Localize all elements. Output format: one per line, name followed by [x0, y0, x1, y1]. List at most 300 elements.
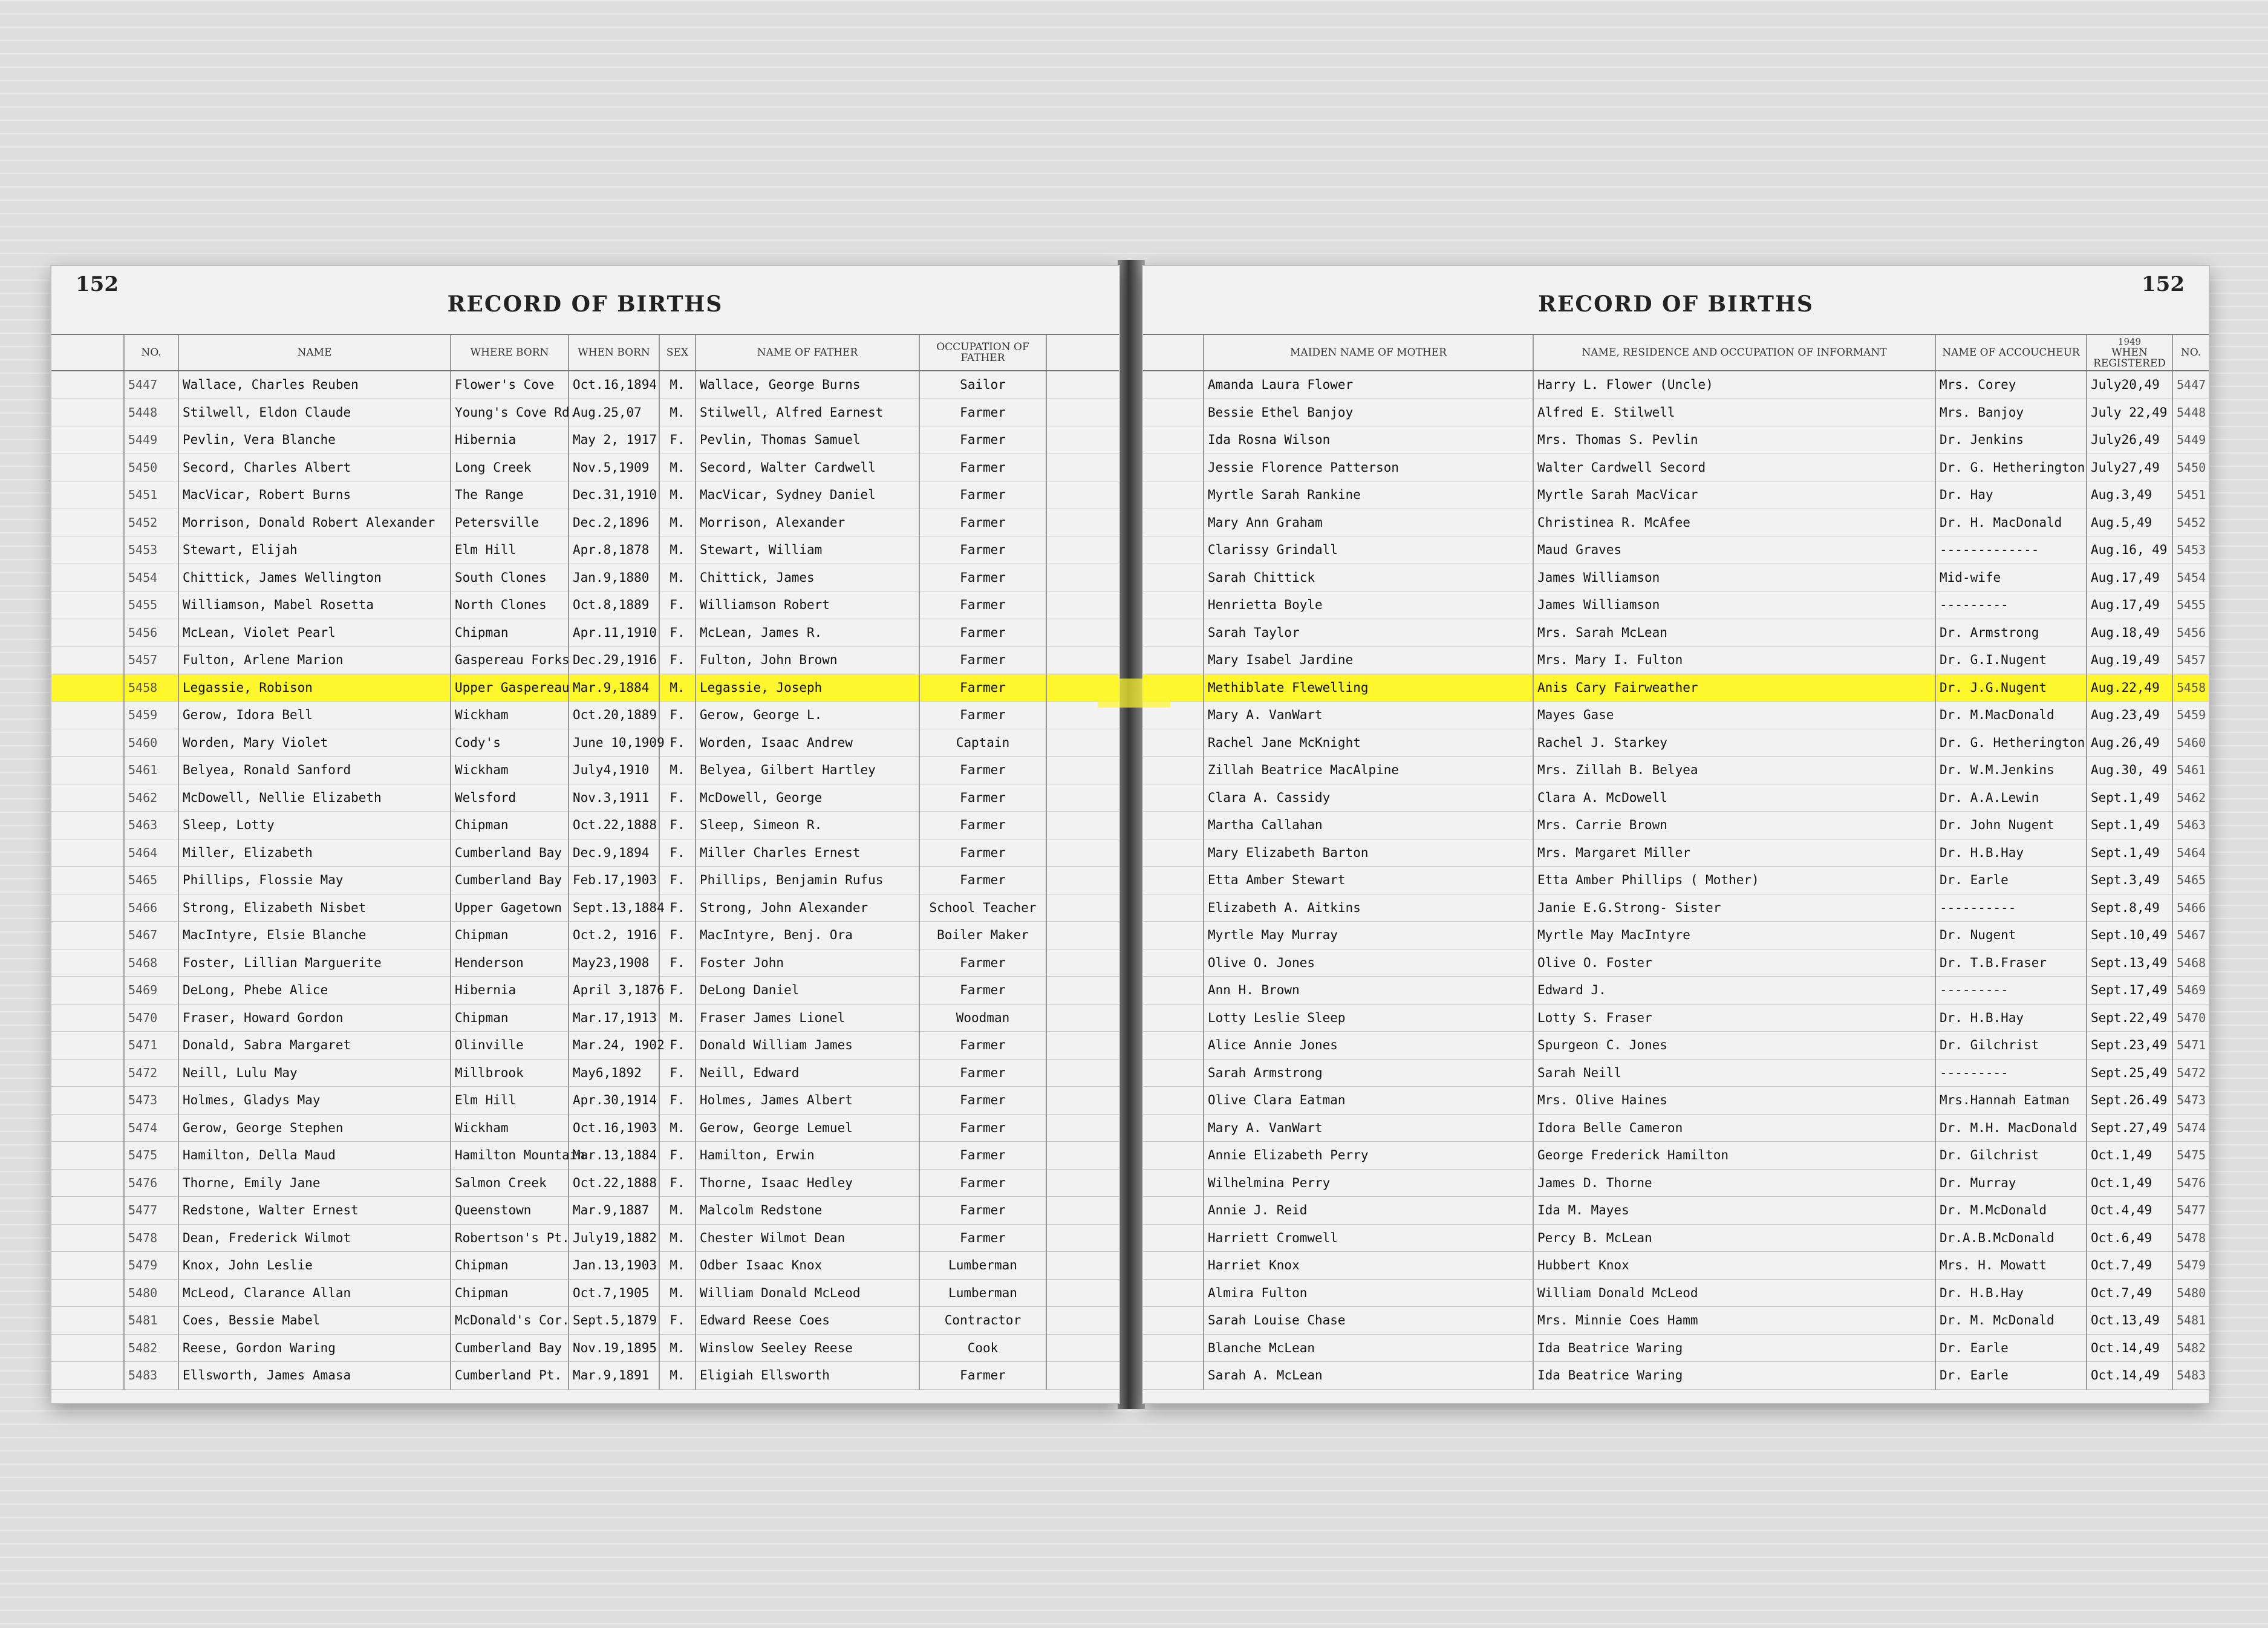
father-occupation: Farmer: [919, 509, 1046, 536]
mother-maiden-name: Harriett Cromwell: [1204, 1224, 1533, 1252]
margin-cell: [1143, 812, 1204, 839]
mother-maiden-name: Elizabeth A. Aitkins: [1204, 894, 1533, 922]
mother-maiden-name: Almira Fulton: [1204, 1279, 1533, 1307]
sex: F.: [659, 426, 696, 454]
informant: Mayes Gase: [1533, 702, 1935, 729]
sex: M.: [659, 371, 696, 399]
margin-cell: [51, 702, 124, 729]
when-born: Mar.17,1913: [569, 1004, 659, 1032]
record-number: 5473: [124, 1087, 178, 1115]
record-number-right: 5476: [2172, 1169, 2209, 1197]
where-born: The Range: [451, 481, 569, 509]
record-number-right: 5467: [2172, 922, 2209, 949]
table-row: [51, 1142, 1119, 1170]
margin-cell: [1143, 1334, 1204, 1362]
mother-maiden-name: Martha Callahan: [1204, 812, 1533, 839]
margin-cell: [1143, 481, 1204, 509]
record-number: 5474: [124, 1114, 178, 1142]
table-row: [1143, 1059, 2209, 1087]
sex: F.: [659, 977, 696, 1004]
table-row: [51, 1169, 1119, 1197]
father-occupation: Farmer: [919, 977, 1046, 1004]
child-name: Thorne, Emily Jane: [178, 1169, 451, 1197]
when-born: Nov.5,1909: [569, 454, 659, 481]
header-row-left: [51, 334, 1119, 371]
margin-cell: [51, 1252, 124, 1280]
when-registered: Oct.4,49: [2087, 1197, 2172, 1225]
table-row: [1143, 812, 2209, 839]
when-registered: Sept.8,49: [2087, 894, 2172, 922]
accoucheur: ---------: [1935, 1059, 2087, 1087]
when-born: Apr.11,1910: [569, 619, 659, 646]
table-row: [51, 454, 1119, 481]
sex: F.: [659, 1169, 696, 1197]
margin-cell: [1143, 977, 1204, 1004]
informant: Lotty S. Fraser: [1533, 1004, 1935, 1032]
child-name: Pevlin, Vera Blanche: [178, 426, 451, 454]
sex: F.: [659, 1087, 696, 1115]
father-occupation: Farmer: [919, 426, 1046, 454]
accoucheur: Dr. H. MacDonald: [1935, 509, 2087, 536]
when-born: Mar.9,1884: [569, 674, 659, 702]
child-name: Coes, Bessie Mabel: [178, 1307, 451, 1335]
table-row: [1143, 757, 2209, 784]
margin-cell: [1046, 1142, 1119, 1170]
sex: F.: [659, 1032, 696, 1060]
table-row: [1143, 922, 2209, 949]
col-header-sex: SEX: [659, 334, 696, 371]
mother-maiden-name: Amanda Laura Flower: [1204, 371, 1533, 399]
child-name: Foster, Lillian Marguerite: [178, 949, 451, 977]
mother-maiden-name: Clarissy Grindall: [1204, 536, 1533, 564]
births-table-right: [1143, 334, 2209, 1390]
accoucheur: ----------: [1935, 894, 2087, 922]
record-number-right: 5470: [2172, 1004, 2209, 1032]
father-name: Thorne, Isaac Hedley: [696, 1169, 919, 1197]
father-occupation: Farmer: [919, 564, 1046, 591]
father-occupation: Farmer: [919, 619, 1046, 646]
accoucheur: Dr. H.B.Hay: [1935, 1004, 2087, 1032]
margin-cell: [51, 1362, 124, 1390]
margin-cell: [51, 1114, 124, 1142]
informant: William Donald McLeod: [1533, 1279, 1935, 1307]
informant: Mrs. Sarah McLean: [1533, 619, 1935, 646]
sex: F.: [659, 591, 696, 619]
informant: Rachel J. Starkey: [1533, 729, 1935, 757]
informant: Mrs. Minnie Coes Hamm: [1533, 1307, 1935, 1335]
when-born: Oct.22,1888: [569, 812, 659, 839]
record-number-right: 5452: [2172, 509, 2209, 536]
father-occupation: Farmer: [919, 454, 1046, 481]
table-row: [51, 1087, 1119, 1115]
mother-maiden-name: Etta Amber Stewart: [1204, 867, 1533, 894]
births-table-left: [51, 334, 1119, 1390]
highlight-band-gutter: [1098, 679, 1170, 708]
father-occupation: Farmer: [919, 1169, 1046, 1197]
accoucheur: Dr. J.G.Nugent: [1935, 674, 2087, 702]
margin-cell: [1046, 536, 1119, 564]
sex: M.: [659, 481, 696, 509]
record-number-right: 5453: [2172, 536, 2209, 564]
sex: F.: [659, 867, 696, 894]
margin-cell: [1143, 399, 1204, 426]
table-row: [51, 839, 1119, 867]
book-spine: [1118, 260, 1145, 1409]
table-row: [51, 1252, 1119, 1280]
record-number-right: 5456: [2172, 619, 2209, 646]
when-registered: Oct.14,49: [2087, 1334, 2172, 1362]
informant: Ida Beatrice Waring: [1533, 1334, 1935, 1362]
margin-cell: [1143, 1004, 1204, 1032]
record-number-right: 5482: [2172, 1334, 2209, 1362]
mother-maiden-name: Sarah Chittick: [1204, 564, 1533, 591]
accoucheur: Dr. John Nugent: [1935, 812, 2087, 839]
sex: F.: [659, 729, 696, 757]
table-row: [51, 1307, 1119, 1335]
mother-maiden-name: Mary Isabel Jardine: [1204, 646, 1533, 674]
table-row: [1143, 839, 2209, 867]
when-registered: Oct.1,49: [2087, 1169, 2172, 1197]
record-number: 5447: [124, 371, 178, 399]
father-occupation: Captain: [919, 729, 1046, 757]
informant: Mrs. Thomas S. Pevlin: [1533, 426, 1935, 454]
when-registered: Sept.1,49: [2087, 784, 2172, 812]
table-row: [51, 729, 1119, 757]
when-registered: July27,49: [2087, 454, 2172, 481]
record-number: 5454: [124, 564, 178, 591]
table-row: [51, 399, 1119, 426]
where-born: Petersville: [451, 509, 569, 536]
record-number: 5448: [124, 399, 178, 426]
father-occupation: Farmer: [919, 1059, 1046, 1087]
record-number-right: 5454: [2172, 564, 2209, 591]
when-born: May 2, 1917: [569, 426, 659, 454]
table-row: [1143, 454, 2209, 481]
sex: M.: [659, 454, 696, 481]
when-registered: Aug.22,49: [2087, 674, 2172, 702]
father-occupation: Farmer: [919, 1142, 1046, 1170]
col-header-where-born: WHERE BORN: [451, 334, 569, 371]
father-name: Holmes, James Albert: [696, 1087, 919, 1115]
margin-cell: [51, 591, 124, 619]
col-header-when-born: WHEN BORN: [569, 334, 659, 371]
when-registered: Aug.3,49: [2087, 481, 2172, 509]
record-number: 5467: [124, 922, 178, 949]
where-born: McDonald's Cor.: [451, 1307, 569, 1335]
child-name: Reese, Gordon Waring: [178, 1334, 451, 1362]
margin-cell: [1143, 426, 1204, 454]
mother-maiden-name: Clara A. Cassidy: [1204, 784, 1533, 812]
margin-cell: [51, 646, 124, 674]
table-row: [51, 1334, 1119, 1362]
father-name: Stewart, William: [696, 536, 919, 564]
margin-cell: [1046, 784, 1119, 812]
informant: Clara A. McDowell: [1533, 784, 1935, 812]
accoucheur: Dr. G.I.Nugent: [1935, 646, 2087, 674]
record-number-right: 5466: [2172, 894, 2209, 922]
right-page: [1143, 266, 2209, 1403]
margin-cell: [1046, 729, 1119, 757]
father-name: William Donald McLeod: [696, 1279, 919, 1307]
mother-maiden-name: Annie J. Reid: [1204, 1197, 1533, 1225]
when-born: Oct.8,1889: [569, 591, 659, 619]
sex: M.: [659, 1252, 696, 1280]
margin-cell: [51, 564, 124, 591]
where-born: North Clones: [451, 591, 569, 619]
accoucheur: Dr. G. Hetherington: [1935, 454, 2087, 481]
father-name: McLean, James R.: [696, 619, 919, 646]
father-name: Winslow Seeley Reese: [696, 1334, 919, 1362]
sex: F.: [659, 619, 696, 646]
when-born: Feb.17,1903: [569, 867, 659, 894]
table-row: [1143, 1252, 2209, 1280]
sex: M.: [659, 757, 696, 784]
margin-cell: [1046, 1197, 1119, 1225]
table-row: [1143, 674, 2209, 702]
accoucheur: Dr. Earle: [1935, 1334, 2087, 1362]
margin-cell: [51, 371, 124, 399]
when-registered: Aug.18,49: [2087, 619, 2172, 646]
father-name: Belyea, Gilbert Hartley: [696, 757, 919, 784]
margin-cell: [51, 1087, 124, 1115]
margin-cell: [1046, 894, 1119, 922]
when-registered: Oct.13,49: [2087, 1307, 2172, 1335]
informant: Hubbert Knox: [1533, 1252, 1935, 1280]
where-born: Cumberland Bay: [451, 867, 569, 894]
col-header-occupation: OCCUPATION OF FATHER: [919, 334, 1046, 371]
table-row: [1143, 1169, 2209, 1197]
father-occupation: Farmer: [919, 1224, 1046, 1252]
child-name: McLean, Violet Pearl: [178, 619, 451, 646]
when-registered: July20,49: [2087, 371, 2172, 399]
child-name: Morrison, Donald Robert Alexander: [178, 509, 451, 536]
margin-cell: [51, 922, 124, 949]
mother-maiden-name: Henrietta Boyle: [1204, 591, 1533, 619]
margin-cell: [51, 536, 124, 564]
table-row: [51, 509, 1119, 536]
father-occupation: Sailor: [919, 371, 1046, 399]
informant: George Frederick Hamilton: [1533, 1142, 1935, 1170]
table-row: [1143, 536, 2209, 564]
child-name: Gerow, George Stephen: [178, 1114, 451, 1142]
where-born: Long Creek: [451, 454, 569, 481]
accoucheur: Dr. M.H. MacDonald: [1935, 1114, 2087, 1142]
when-registered: Aug.17,49: [2087, 591, 2172, 619]
record-number: 5476: [124, 1169, 178, 1197]
sex: M.: [659, 1362, 696, 1390]
margin-cell: [1143, 784, 1204, 812]
margin-cell: [1143, 619, 1204, 646]
table-row: [51, 1004, 1119, 1032]
sex: M.: [659, 1279, 696, 1307]
record-number: 5449: [124, 426, 178, 454]
table-row: [51, 894, 1119, 922]
father-occupation: Farmer: [919, 949, 1046, 977]
table-row: [1143, 977, 2209, 1004]
accoucheur: ---------: [1935, 977, 2087, 1004]
when-born: May23,1908: [569, 949, 659, 977]
child-name: Phillips, Flossie May: [178, 867, 451, 894]
mother-maiden-name: Olive Clara Eatman: [1204, 1087, 1533, 1115]
table-row: [51, 1059, 1119, 1087]
sex: M.: [659, 399, 696, 426]
table-row: [51, 1032, 1119, 1060]
when-registered: Sept.22,49: [2087, 1004, 2172, 1032]
child-name: Secord, Charles Albert: [178, 454, 451, 481]
where-born: Chipman: [451, 922, 569, 949]
table-row: [51, 784, 1119, 812]
when-born: Oct.7,1905: [569, 1279, 659, 1307]
when-born: Apr.30,1914: [569, 1087, 659, 1115]
record-number-right: 5448: [2172, 399, 2209, 426]
when-registered: Sept.26.49: [2087, 1087, 2172, 1115]
where-born: Cumberland Bay: [451, 839, 569, 867]
record-number: 5477: [124, 1197, 178, 1225]
margin-cell: [1046, 1307, 1119, 1335]
margin-cell: [1046, 399, 1119, 426]
where-born: Chipman: [451, 619, 569, 646]
when-registered: Sept.27,49: [2087, 1114, 2172, 1142]
accoucheur: Dr. T.B.Fraser: [1935, 949, 2087, 977]
child-name: Neill, Lulu May: [178, 1059, 451, 1087]
informant: Alfred E. Stilwell: [1533, 399, 1935, 426]
father-name: Secord, Walter Cardwell: [696, 454, 919, 481]
margin-cell: [1046, 922, 1119, 949]
margin-cell: [1046, 1114, 1119, 1142]
record-number: 5460: [124, 729, 178, 757]
record-number: 5459: [124, 702, 178, 729]
accoucheur: Dr. M.McDonald: [1935, 1197, 2087, 1225]
when-born: Sept.13,1884: [569, 894, 659, 922]
informant: James Williamson: [1533, 564, 1935, 591]
record-number-right: 5477: [2172, 1197, 2209, 1225]
where-born: Upper Gagetown: [451, 894, 569, 922]
mother-maiden-name: Rachel Jane McKnight: [1204, 729, 1533, 757]
father-name: Morrison, Alexander: [696, 509, 919, 536]
table-row: [1143, 1032, 2209, 1060]
father-occupation: Farmer: [919, 757, 1046, 784]
margin-cell: [1046, 371, 1119, 399]
father-occupation: Farmer: [919, 1197, 1046, 1225]
table-row: [51, 646, 1119, 674]
sex: F.: [659, 922, 696, 949]
father-name: Eligiah Ellsworth: [696, 1362, 919, 1390]
when-born: Dec.9,1894: [569, 839, 659, 867]
table-row: [1143, 1279, 2209, 1307]
mother-maiden-name: Sarah Armstrong: [1204, 1059, 1533, 1087]
when-born: Mar.9,1891: [569, 1362, 659, 1390]
mother-maiden-name: Lotty Leslie Sleep: [1204, 1004, 1533, 1032]
margin-cell: [51, 399, 124, 426]
record-number-right: 5474: [2172, 1114, 2209, 1142]
child-name: Stilwell, Eldon Claude: [178, 399, 451, 426]
margin-cell: [1046, 757, 1119, 784]
father-occupation: Farmer: [919, 784, 1046, 812]
accoucheur: Dr. M.MacDonald: [1935, 702, 2087, 729]
accoucheur: Dr. Nugent: [1935, 922, 2087, 949]
record-number: 5481: [124, 1307, 178, 1335]
margin-cell: [51, 784, 124, 812]
accoucheur: Dr. W.M.Jenkins: [1935, 757, 2087, 784]
informant: Olive O. Foster: [1533, 949, 1935, 977]
mother-maiden-name: Ann H. Brown: [1204, 977, 1533, 1004]
table-row: [1143, 371, 2209, 399]
where-born: South Clones: [451, 564, 569, 591]
sex: F.: [659, 812, 696, 839]
where-born: Gaspereau Forks: [451, 646, 569, 674]
where-born: Wickham: [451, 702, 569, 729]
mother-maiden-name: Mary Ann Graham: [1204, 509, 1533, 536]
accoucheur: Dr.A.B.McDonald: [1935, 1224, 2087, 1252]
accoucheur: Dr. M. McDonald: [1935, 1307, 2087, 1335]
record-number-right: 5465: [2172, 867, 2209, 894]
mother-maiden-name: Harriet Knox: [1204, 1252, 1533, 1280]
margin-cell: [1143, 454, 1204, 481]
margin-cell: [1046, 646, 1119, 674]
sex: F.: [659, 702, 696, 729]
table-row: [51, 536, 1119, 564]
when-born: Mar.9,1887: [569, 1197, 659, 1225]
accoucheur: Dr. H.B.Hay: [1935, 1279, 2087, 1307]
child-name: MacVicar, Robert Burns: [178, 481, 451, 509]
when-registered: Aug.5,49: [2087, 509, 2172, 536]
accoucheur: Dr. Gilchrist: [1935, 1142, 2087, 1170]
table-row: [1143, 894, 2209, 922]
table-row: [1143, 1087, 2209, 1115]
where-born: Chipman: [451, 1279, 569, 1307]
father-occupation: Farmer: [919, 1032, 1046, 1060]
margin-cell: [51, 894, 124, 922]
table-row: [1143, 867, 2209, 894]
margin-cell: [1143, 1169, 1204, 1197]
sex: M.: [659, 1334, 696, 1362]
mother-maiden-name: Mary A. VanWart: [1204, 702, 1533, 729]
accoucheur: Dr. H.B.Hay: [1935, 839, 2087, 867]
margin-cell: [51, 1032, 124, 1060]
father-occupation: Cook: [919, 1334, 1046, 1362]
when-born: Dec.29,1916: [569, 646, 659, 674]
table-row: [1143, 399, 2209, 426]
where-born: Hibernia: [451, 426, 569, 454]
table-row: [1143, 1004, 2209, 1032]
margin-cell: [51, 481, 124, 509]
father-occupation: Farmer: [919, 646, 1046, 674]
col-header-informant: NAME, RESIDENCE AND OCCUPATION OF INFORMANT: [1533, 334, 1935, 371]
child-name: Gerow, Idora Bell: [178, 702, 451, 729]
when-registered: July 22,49: [2087, 399, 2172, 426]
where-born: Salmon Creek: [451, 1169, 569, 1197]
when-born: July19,1882: [569, 1224, 659, 1252]
margin-cell: [51, 1334, 124, 1362]
when-born: Oct.16,1903: [569, 1114, 659, 1142]
informant: Maud Graves: [1533, 536, 1935, 564]
when-registered: Oct.6,49: [2087, 1224, 2172, 1252]
father-name: Wallace, George Burns: [696, 371, 919, 399]
record-number-right: 5461: [2172, 757, 2209, 784]
when-born: Dec.2,1896: [569, 509, 659, 536]
table-row: [1143, 481, 2209, 509]
record-number: 5482: [124, 1334, 178, 1362]
mother-maiden-name: Wilhelmina Perry: [1204, 1169, 1533, 1197]
father-name: Gerow, George Lemuel: [696, 1114, 919, 1142]
father-occupation: Farmer: [919, 702, 1046, 729]
accoucheur: Dr. Earle: [1935, 1362, 2087, 1390]
father-name: Legassie, Joseph: [696, 674, 919, 702]
child-name: Knox, John Leslie: [178, 1252, 451, 1280]
mother-maiden-name: Mary Elizabeth Barton: [1204, 839, 1533, 867]
record-number: 5453: [124, 536, 178, 564]
when-registered: Sept.1,49: [2087, 812, 2172, 839]
